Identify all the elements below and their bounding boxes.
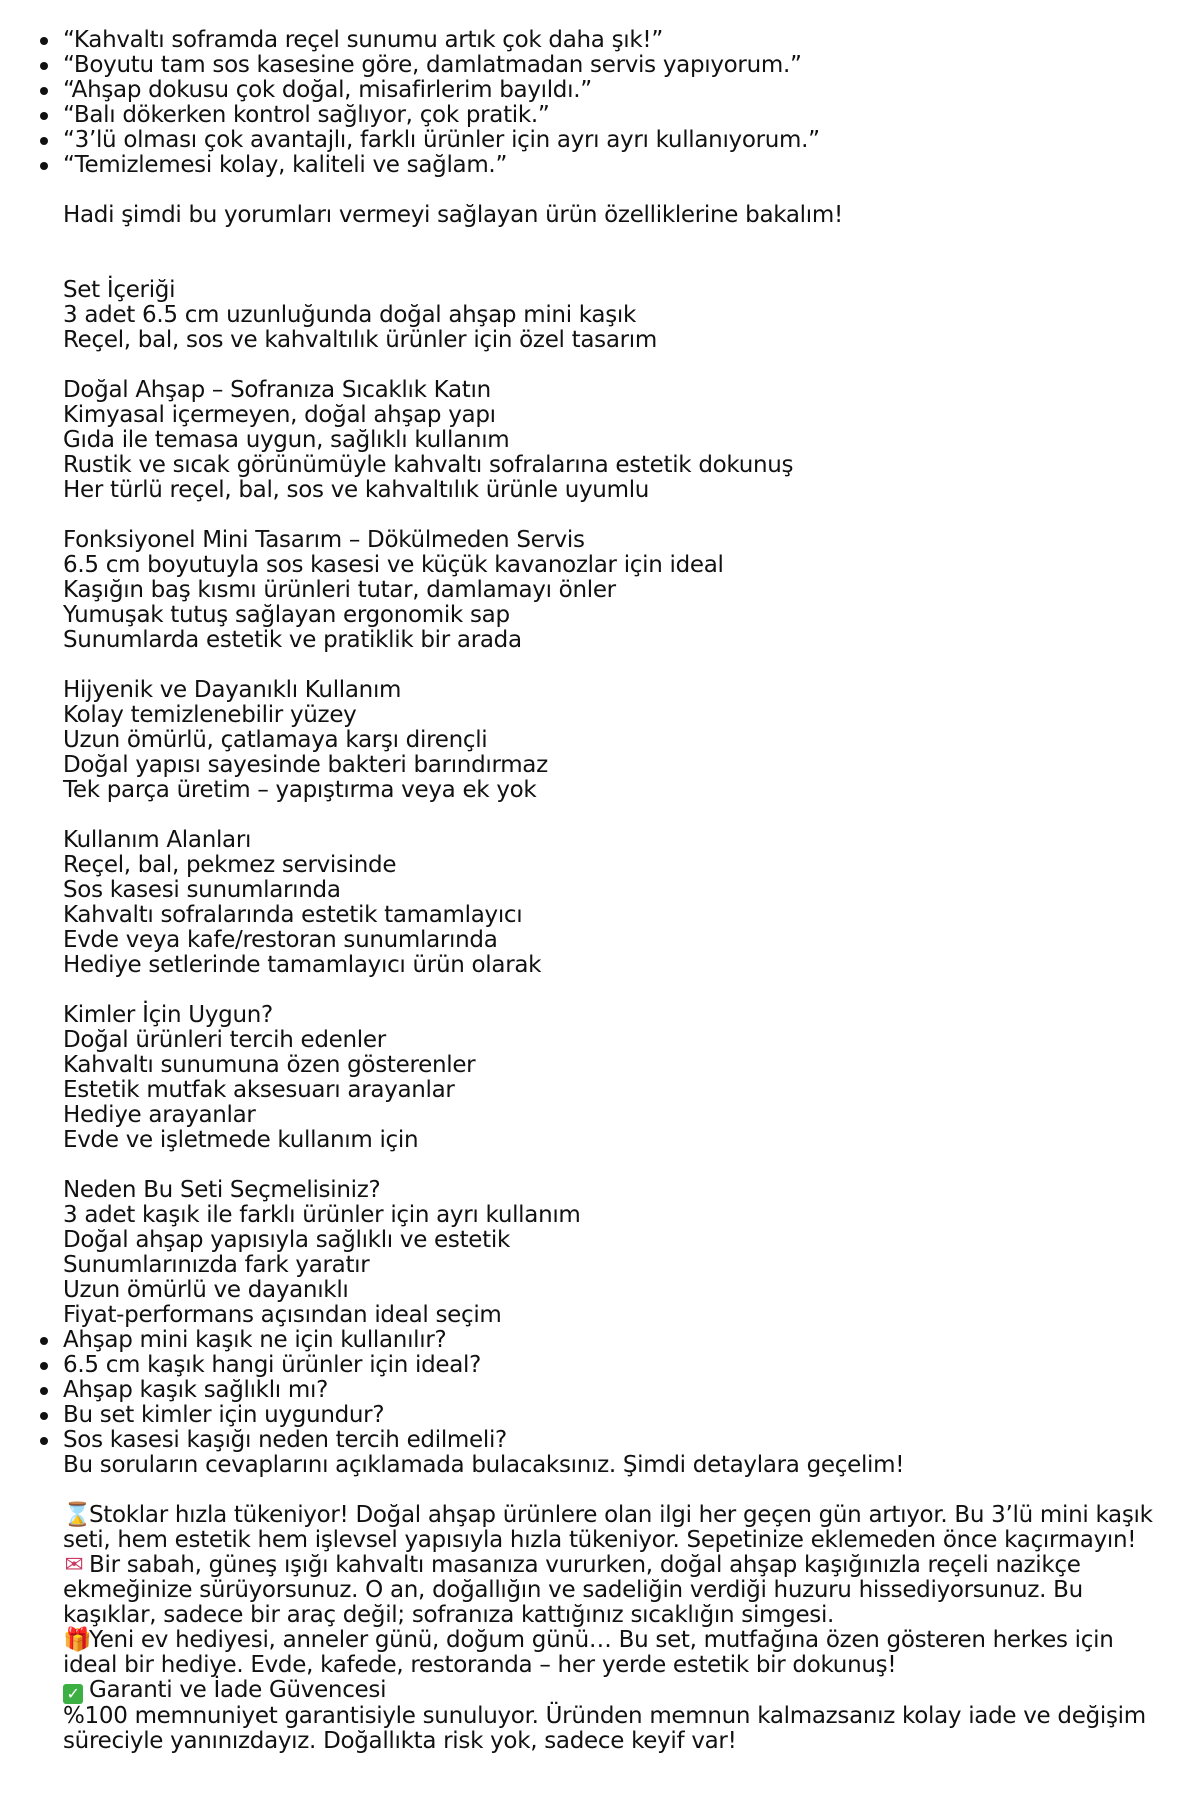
section-title: Hijyenik ve Dayanıklı Kullanım (63, 677, 402, 703)
faq-item: 6.5 cm kaşık hangi ürünler için ideal? (63, 1353, 1160, 1378)
section-item: 3 adet 6.5 cm uzunluğunda doğal ahşap mini kaşık (63, 302, 636, 328)
guarantee-title: Garanti ve İade Güvencesi (89, 1677, 387, 1703)
section-item: Kolay temizlenebilir yüzey (63, 702, 357, 728)
section-item: Kaşığın baş kısmı ürünleri tutar, damlamayı önler (63, 577, 616, 603)
section-item: Gıda ile temasa uygun, sağlıklı kullanım (63, 427, 510, 453)
section-item: Uzun ömürlü ve dayanıklı (63, 1277, 349, 1303)
section-item: Fiyat-performans açısından ideal seçim (63, 1302, 502, 1328)
faq-item: Ahşap kaşık sağlıklı mı? (63, 1378, 1160, 1403)
section-item: Her türlü reçel, bal, sos ve kahvaltılık ürünle uyumlu (63, 477, 650, 503)
section-item: Rustik ve sıcak görünümüyle kahvaltı sofralarına estetik dokunuş (63, 452, 794, 478)
section-item: Kahvaltı sofralarında estetik tamamlayıcı (63, 902, 523, 928)
spacer (63, 803, 1160, 828)
section-item: Hediye setlerinde tamamlayıcı ürün olarak (63, 952, 542, 978)
section-item: 6.5 cm boyutuyla sos kasesi ve küçük kavanozlar için ideal (63, 552, 724, 578)
spacer (63, 1153, 1160, 1178)
section-item: Sunumlarınızda fark yaratır (63, 1252, 370, 1278)
faq-item: Bu set kimler için uygundur? (63, 1403, 1160, 1428)
spacer (63, 503, 1160, 528)
guarantee-text: %100 memnuniyet garantisiyle sunuluyor. Üründen memnun kalmazsanız kolay iade ve değişim süreciyle yanınızdayız. Doğallıkta risk yok, sadece keyif var! (63, 1703, 1146, 1754)
stock-alert (63, 1503, 1160, 1553)
faq-note: Bu soruların cevaplarını açıklamada bulacaksınız. Şimdi detaylara geçelim! (63, 1452, 905, 1478)
section-item: Uzun ömürlü, çatlamaya karşı dirençli (63, 727, 488, 753)
section-item: Evde ve işletmede kullanım için (63, 1127, 419, 1153)
section-item: Sos kasesi sunumlarında (63, 877, 341, 903)
spacer (63, 178, 1160, 203)
review-list (63, 28, 1160, 178)
section-functional-design (63, 528, 1160, 653)
section-item: Doğal ahşap yapısıyla sağlıklı ve estetik (63, 1227, 510, 1253)
guarantee-heading (63, 1678, 1160, 1704)
section-usage-areas (63, 828, 1160, 978)
section-hygiene (63, 678, 1160, 803)
section-item: Kimyasal içermeyen, doğal ahşap yapı (63, 402, 496, 428)
section-item: Estetik mutfak aksesuarı arayanlar (63, 1077, 455, 1103)
review-item: “Kahvaltı soframda reçel sunumu artık çok daha şık!” (63, 28, 1160, 53)
section-item: 3 adet kaşık ile farklı ürünler için ayrı kullanım (63, 1202, 581, 1228)
spacer (63, 353, 1160, 378)
intro-text: Hadi şimdi bu yorumları vermeyi sağlayan ürün özelliklerine bakalım! (63, 202, 843, 228)
section-target-audience (63, 1003, 1160, 1153)
section-item: Doğal ürünleri tercih edenler (63, 1027, 386, 1053)
section-title: Kimler İçin Uygun? (63, 1002, 273, 1028)
spacer (63, 228, 1160, 278)
section-item: Doğal yapısı sayesinde bakteri barındırmaz (63, 752, 548, 778)
review-item: “3’lü olması çok avantajlı, farklı ürünler için ayrı ayrı kullanıyorum.” (63, 128, 1160, 153)
hourglass-icon: ⌛ (63, 1502, 92, 1528)
guarantee-paragraph (63, 1704, 1160, 1754)
section-why-choose (63, 1178, 1160, 1328)
stock-text: Stoklar hızla tükeniyor! Doğal ahşap ürünlere olan ilgi her geçen gün artıyor. Bu 3’lü mini kaşık seti, hem estetik hem işlevsel yapısıyla hızla tükeniyor. Sepetinize eklemeden önce kaçırmayın! (63, 1502, 1153, 1553)
section-item: Kahvaltı sunumuna özen gösterenler (63, 1052, 476, 1078)
product-description (0, 28, 1200, 1754)
gift-text: Yeni ev hediyesi, anneler günü, doğum günü… Bu set, mutfağına özen gösteren herkes için ideal bir hediye. Evde, kafede, restoranda – her yerde estetik bir dokunuş! (63, 1627, 1114, 1678)
spacer (63, 653, 1160, 678)
story-text: Bir sabah, güneş ışığı kahvaltı masanıza vururken, doğal ahşap kaşığınızla reçeli nazikçe ekmeğinize sürüyorsunuz. O an, doğallığın ve sadeliğin verdiği huzuru hissediyorsunuz. Bu kaşıklar, sadece bir araç değil; sofranıza kattığınız sıcaklığın simgesi. (63, 1552, 1083, 1628)
review-item: “Boyutu tam sos kasesine göre, damlatmadan servis yapıyorum.” (63, 53, 1160, 78)
faq-item: Ahşap mini kaşık ne için kullanılır? (63, 1328, 1160, 1353)
section-title: Fonksiyonel Mini Tasarım – Dökülmeden Servis (63, 527, 585, 553)
section-title: Doğal Ahşap – Sofranıza Sıcaklık Katın (63, 377, 491, 403)
section-item: Tek parça üretim – yapıştırma veya ek yok (63, 777, 537, 803)
section-item: Evde veya kafe/restoran sunumlarında (63, 927, 498, 953)
spacer (63, 1478, 1160, 1503)
faq-item: Sos kasesi kaşığı neden tercih edilmeli? (63, 1428, 1160, 1453)
review-item: “Balı dökerken kontrol sağlıyor, çok pratik.” (63, 103, 1160, 128)
section-title: Neden Bu Seti Seçmelisiniz? (63, 1177, 381, 1203)
section-item: Hediye arayanlar (63, 1102, 256, 1128)
check-mark-icon: ✓ (63, 1684, 83, 1704)
section-item: Reçel, bal, pekmez servisinde (63, 852, 397, 878)
story-paragraph (63, 1553, 1160, 1628)
gift-icon: 🎁 (63, 1627, 92, 1653)
section-item: Sunumlarda estetik ve pratiklik bir arada (63, 627, 522, 653)
love-letter-icon: ✉ (64, 1552, 84, 1578)
section-title: Kullanım Alanları (63, 827, 252, 853)
review-item: “Ahşap dokusu çok doğal, misafirlerim bayıldı.” (63, 78, 1160, 103)
review-item: “Temizlemesi kolay, kaliteli ve sağlam.” (63, 153, 1160, 178)
section-natural-wood (63, 378, 1160, 503)
section-item: Reçel, bal, sos ve kahvaltılık ürünler için özel tasarım (63, 327, 657, 353)
gift-paragraph (63, 1628, 1160, 1678)
section-item: Yumuşak tutuş sağlayan ergonomik sap (63, 602, 510, 628)
section-title: Set İçeriği (63, 277, 176, 303)
faq-list (63, 1328, 1160, 1453)
section-set-contents (63, 278, 1160, 353)
spacer (63, 978, 1160, 1003)
